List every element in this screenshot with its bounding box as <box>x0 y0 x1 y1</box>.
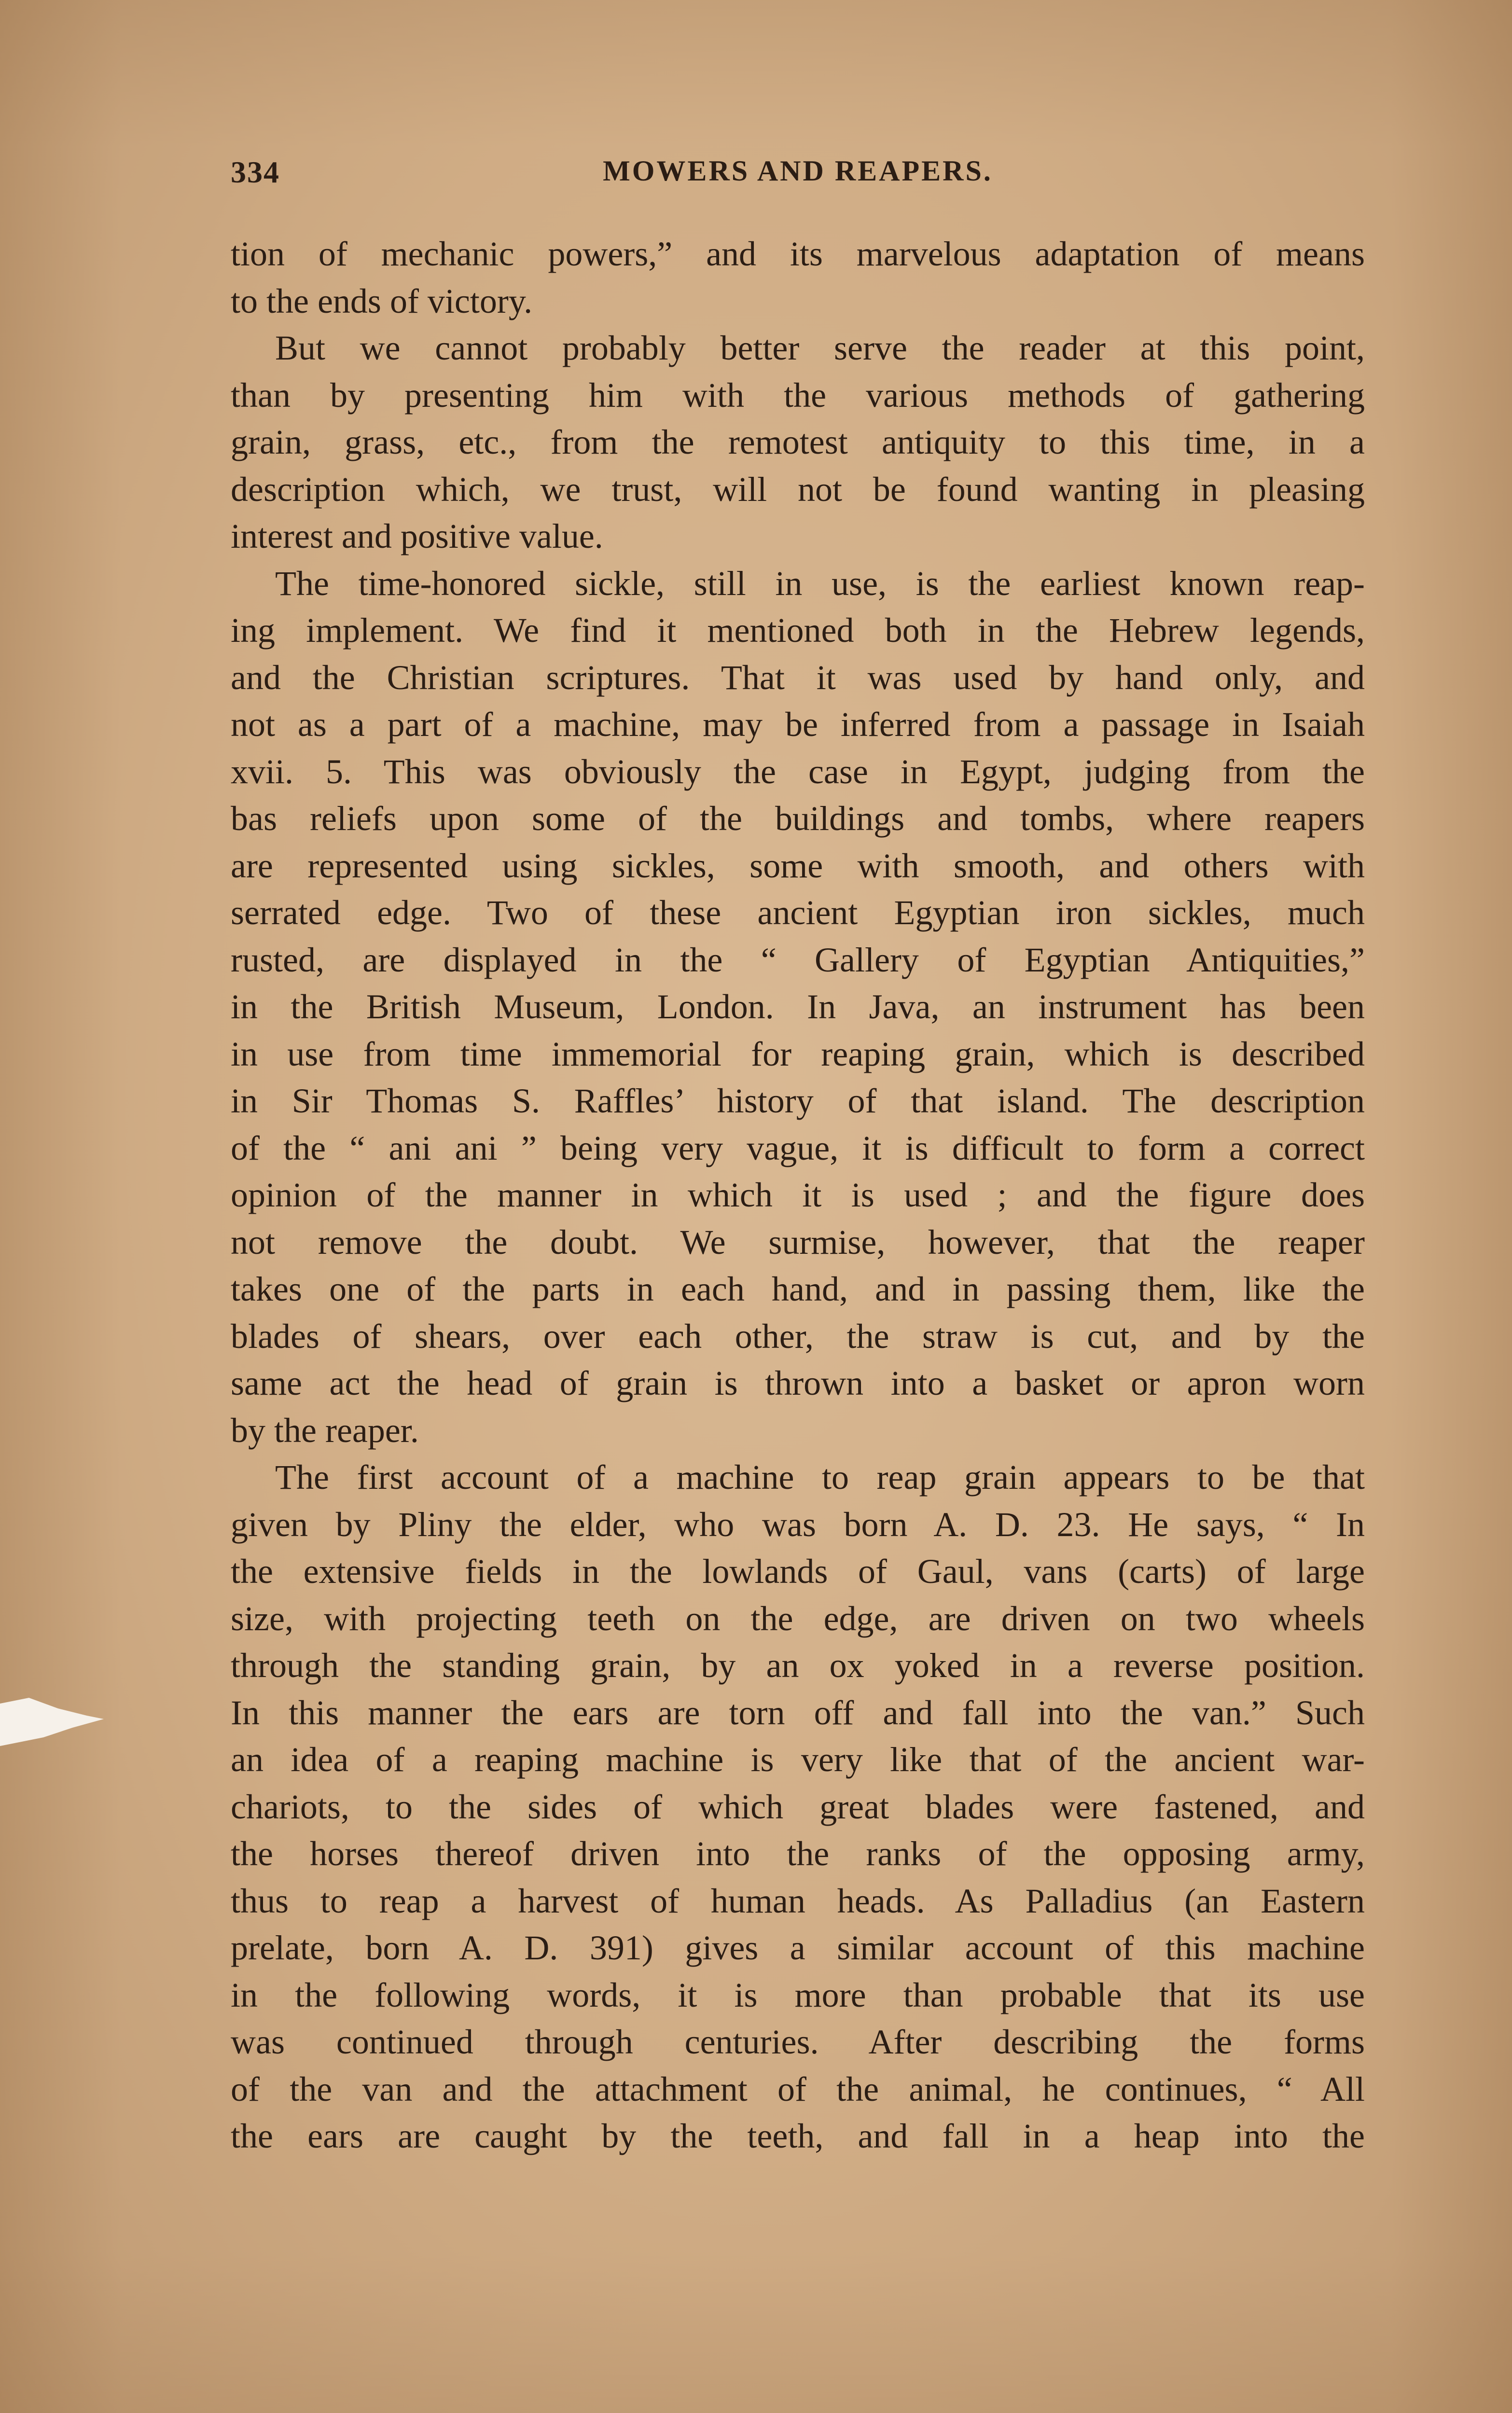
text-line: are represented using sickles, some with smooth, and others with <box>231 846 1365 885</box>
text-line: bas reliefs upon some of the buildings and tombs, where reapers <box>231 799 1365 838</box>
text-line: tion of mechanic powers,” and its marvelous adaptation of means <box>231 235 1365 273</box>
text-line: by the reaper. <box>231 1411 419 1450</box>
text-line: the horses thereof driven into the ranks of the opposing army, <box>231 1834 1365 1873</box>
text-line: of the van and the attachment of the animal, he continues, “ All <box>231 2069 1365 2108</box>
text-line: in Sir Thomas S. Raffles’ history of that island. The description <box>231 1082 1365 1120</box>
text-line: not remove the doubt. We surmise, however, that the reaper <box>231 1222 1365 1262</box>
text-line: opinion of the manner in which it is used ; and the figure does <box>231 1176 1365 1214</box>
page-number: 334 <box>231 155 280 189</box>
page-header <box>231 145 1365 212</box>
text-line: chariots, to the sides of which great blades were fastened, and <box>231 1787 1365 1826</box>
text-line: ing implement. We find it mentioned both in the Hebrew legends, <box>231 611 1365 650</box>
text-line: the ears are caught by the teeth, and fall in a heap into the <box>231 2117 1365 2155</box>
text-line: of the “ ani ani ” being very vague, it is difficult to form a correct <box>231 1128 1365 1167</box>
text-line: xvii. 5. This was obviously the case in Egypt, judging from the <box>231 752 1365 791</box>
text-line: serrated edge. Two of these ancient Egyptian iron sickles, much <box>231 893 1365 932</box>
torn-edge-mark <box>0 1689 106 1757</box>
text-line: rusted, are displayed in the “ Gallery of Egyptian Antiquities,” <box>231 940 1365 979</box>
text-line: grain, grass, etc., from the remotest antiquity to this time, in a <box>231 423 1365 461</box>
text-line: size, with projecting teeth on the edge, are driven on two wheels <box>231 1599 1365 1638</box>
text-line: interest and positive value. <box>231 517 603 555</box>
text-line: not as a part of a machine, may be inferred from a passage in Isaiah <box>231 705 1365 744</box>
text-line: In this manner the ears are torn off and fall into the van.” Such <box>231 1693 1365 1732</box>
text-line: an idea of a reaping machine is very like that of the ancient war- <box>231 1740 1365 1779</box>
text-line: the extensive fields in the lowlands of Gaul, vans (carts) of large <box>231 1552 1365 1591</box>
text-line: The time-honored sickle, still in use, is the earliest known reap- <box>275 564 1365 603</box>
text-line: thus to reap a harvest of human heads. As Palladius (an Eastern <box>231 1881 1365 1920</box>
text-line: But we cannot probably better serve the reader at this point, <box>275 329 1365 367</box>
text-line: prelate, born A. D. 391) gives a similar account of this machine <box>231 1928 1365 1967</box>
text-line: description which, we trust, will not be found wanting in pleasing <box>231 470 1365 509</box>
body-text <box>231 231 1365 2160</box>
text-line: than by presenting him with the various methods of gathering <box>231 375 1365 415</box>
text-line: in the British Museum, London. In Java, an instrument has been <box>231 987 1365 1026</box>
text-line: through the standing grain, by an ox yoked in a reverse position. <box>231 1646 1365 1685</box>
text-line: in the following words, it is more than probable that its use <box>231 1975 1365 2014</box>
text-line: to the ends of victory. <box>231 281 533 320</box>
running-head: MOWERS AND REAPERS. <box>603 155 993 187</box>
text-line: blades of shears, over each other, the straw is cut, and by the <box>231 1317 1365 1356</box>
text-line: and the Christian scriptures. That it was used by hand only, and <box>231 658 1365 697</box>
text-line: given by Pliny the elder, who was born A. D. 23. He says, “ In <box>231 1505 1365 1544</box>
text-line: in use from time immemorial for reaping grain, which is described <box>231 1034 1365 1073</box>
text-line: was continued through centuries. After describing the forms <box>231 2023 1365 2061</box>
text-line: same act the head of grain is thrown into a basket or apron worn <box>231 1364 1365 1402</box>
text-line: takes one of the parts in each hand, and in passing them, like the <box>231 1270 1365 1308</box>
text-line: The first account of a machine to reap grain appears to be that <box>275 1458 1365 1497</box>
